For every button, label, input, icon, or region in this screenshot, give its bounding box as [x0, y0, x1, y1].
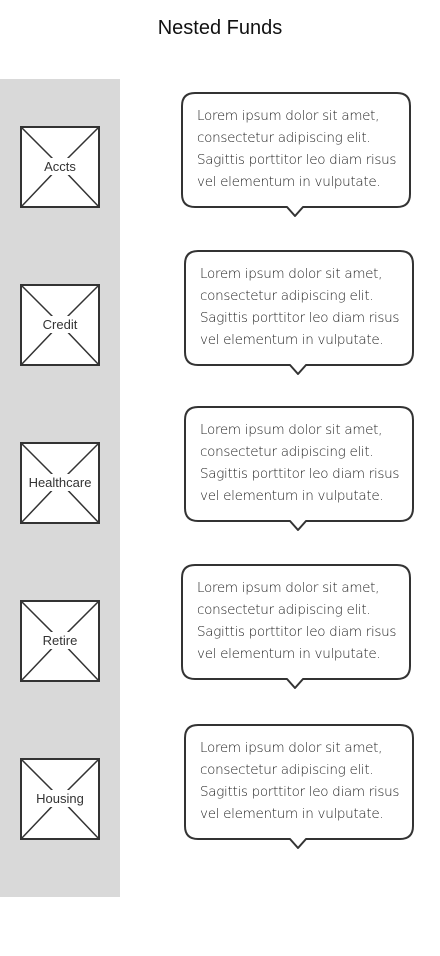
- image-placeholder-accts[interactable]: [20, 126, 100, 206]
- callout-bubble: [181, 564, 411, 688]
- callout-bubble: [184, 724, 414, 848]
- sidebar-item-label: Retire: [42, 632, 78, 648]
- callout-text: Lorem ipsum dolor sit amet, consectetur adipiscing elit. Sagittis porttitor leo diam risus vel elementum in vulputate.: [200, 740, 400, 822]
- callout-text: Lorem ipsum dolor sit amet, consectetur adipiscing elit. Sagittis porttitor leo diam risus vel elementum in vulputate.: [197, 580, 397, 662]
- callout-text: Lorem ipsum dolor sit amet, consectetur adipiscing elit. Sagittis porttitor leo diam risus vel elementum in vulputate.: [200, 422, 400, 504]
- image-placeholder-retire[interactable]: [20, 600, 100, 680]
- sidebar-item-label: Healthcare: [28, 474, 92, 490]
- sidebar-item-label: Accts: [44, 158, 76, 174]
- callout-text: Lorem ipsum dolor sit amet, consectetur adipiscing elit. Sagittis porttitor leo diam risus vel elementum in vulputate.: [200, 266, 400, 348]
- sidebar-item-label: Credit: [42, 316, 78, 332]
- callout-text: Lorem ipsum dolor sit amet, consectetur adipiscing elit. Sagittis porttitor leo diam risus vel elementum in vulputate.: [197, 108, 397, 190]
- page-title: Nested Funds: [157, 17, 283, 39]
- image-placeholder-housing[interactable]: [20, 758, 100, 838]
- sidebar-item-label: Housing: [36, 790, 84, 806]
- image-placeholder-credit[interactable]: [20, 284, 100, 364]
- callout-bubble: [184, 250, 414, 374]
- image-placeholder-healthcare[interactable]: [20, 442, 100, 522]
- callout-bubble: [184, 406, 414, 530]
- callout-bubble: [181, 92, 411, 216]
